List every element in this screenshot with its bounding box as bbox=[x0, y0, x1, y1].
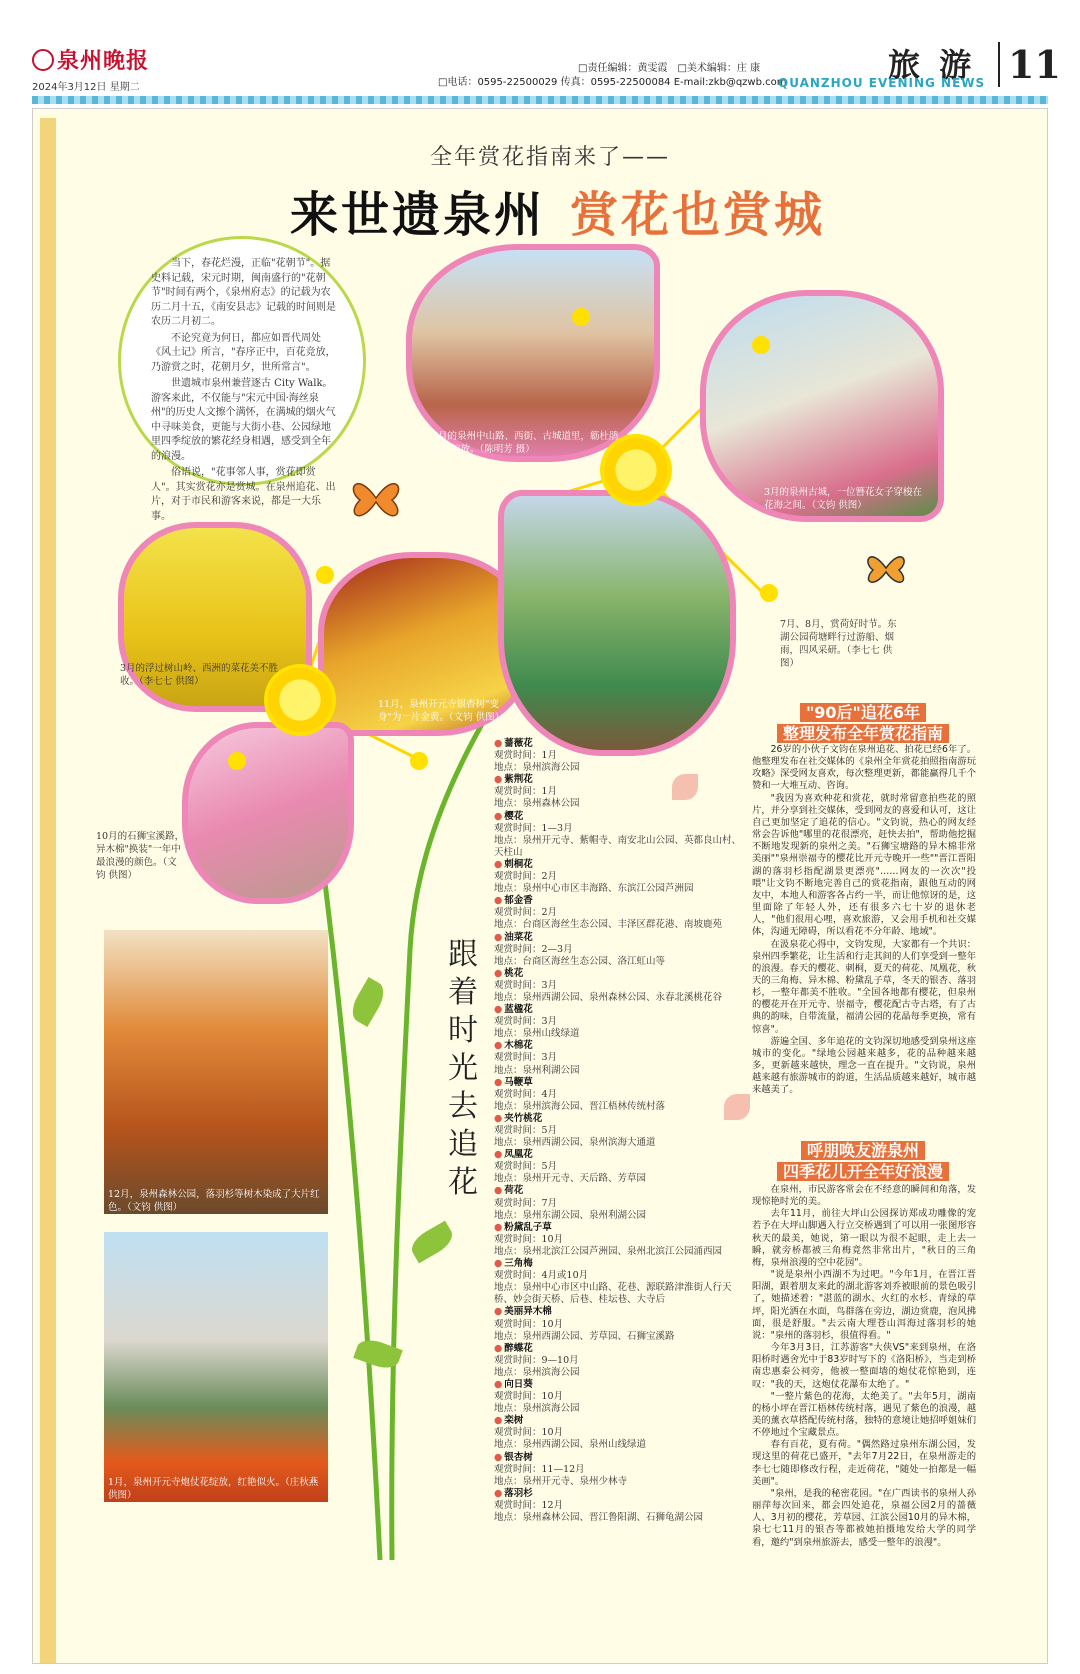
butterfly-icon bbox=[862, 546, 910, 590]
guide-location: 地点：泉州西湖公园、泉州滨海大通道 bbox=[494, 1137, 656, 1149]
article-paragraph: 在汲泉花心得中，文钧发现，大家都有一个共识：泉州四季繁花，让生活和行走其间的人们享受到一整年的浪漫。春天的樱花、刺桐，夏天的荷花、凤凰花，秋天的三角梅、异木棉、粉黛乱子草，冬天的银杏、落羽杉，一整年都美不胜收。"全国各地都有樱花，但泉州的樱花开在开元寺、崇福寺，樱花配古寺古塔，有了古典的韵味，自带流量，福清公园的花晶每季更换，常有惊喜"。 bbox=[752, 938, 976, 1035]
guide-flower-name: ● 马鞭草 bbox=[494, 1077, 744, 1089]
caption-lotus: 7月、8月，赏荷好时节。东湖公园荷塘畔行过游船、烟雨，四风采研。（李七七 供图） bbox=[780, 619, 897, 669]
headline-part1: 来世遗泉州 bbox=[290, 187, 546, 243]
photo-temple-flowers bbox=[104, 1232, 328, 1502]
guide-viewing-time: 观赏时间：5月 bbox=[494, 1161, 558, 1173]
article2-subhead bbox=[750, 1140, 976, 1182]
guide-viewing-time: 观赏时间：2月 bbox=[494, 871, 558, 883]
guide-viewing-time: 观赏时间：12月 bbox=[494, 1499, 564, 1511]
intro-paragraph: 世遗城市泉州兼营逐古 City Walk。游客来此，不仅能与"宋元中国·海丝泉州"的历史人文擦个满怀，在满城的烟火气中寻味美食，更能与大街小巷、公园绿地里四季绽放的繁花经身相遇，感受到全年的浪漫。 bbox=[151, 378, 336, 462]
caption-street: 3月的泉州中山路、西街、古城道里，簕杜鹃热烈绽放。（陈明芳 摄） bbox=[432, 431, 619, 455]
guide-viewing-time: 观赏时间：10月 bbox=[494, 1318, 564, 1330]
article1-subhead-line1: "90后"追花6年 bbox=[800, 703, 926, 722]
guide-location: 地点：泉州西湖公园、泉州山线绿道 bbox=[494, 1439, 647, 1451]
guide-viewing-time: 观赏时间：3月 bbox=[494, 979, 558, 991]
guide-location: 地点：泉州开元寺、紫帽寺、南安北山公园、英都良山村、天柱山 bbox=[494, 834, 742, 858]
guide-viewing-time: 观赏时间：2月 bbox=[494, 907, 558, 919]
article1-subhead bbox=[750, 702, 976, 744]
headline-part2: 赏花也赏城 bbox=[570, 187, 826, 243]
guide-flower-name: ● 桃花 bbox=[494, 968, 744, 980]
guide-viewing-time: 观赏时间：4月 bbox=[494, 1088, 558, 1100]
guide-location: 地点：泉州滨海公园 bbox=[494, 1403, 580, 1415]
guide-flower-name: ● 落羽杉 bbox=[494, 1488, 744, 1500]
guide-viewing-time: 观赏时间：5月 bbox=[494, 1125, 558, 1136]
section-name: 旅 游 bbox=[888, 46, 976, 84]
article-paragraph: "一整片紫色的花海，太绝美了。"去年5月，湖南的杨小坪在晋江梧林传统村落，遇见了紫色的浪漫，越美的薰衣草搭配传统村落，独特的意境让她招呼姐妹们不停地过个宝藏景点。 bbox=[752, 1390, 976, 1439]
article-paragraph: 在泉州，市民游客常会在不经意的瞬间和角落，发现惊艳时光的美。 bbox=[752, 1184, 976, 1208]
article-paragraph: 今年3月3日，江苏游客"大侠VS"来到泉州，在洛阳桥时遇舍光中于83岁时写下的《洛阳桥》，当走到桥南忠惠泰公祠旁，他被一整面墙的炮仗花惊艳到，连叹："我的天，这炮仗花瀑布太绝了。" bbox=[752, 1342, 976, 1390]
contact-line: □电话：0595-22500029 传真：0595-22500084 E-mail:zkb@qzwb.com bbox=[438, 77, 787, 88]
flower-head-decoration bbox=[604, 438, 668, 502]
caption-ginkgo: 11月，泉州开元寺银杏树"变身"为一片金黄。（文钧 供图） bbox=[378, 699, 505, 723]
caption-canola: 3月的浮过树山岭、西洲的菜花美不胜收。（李七七 供图） bbox=[120, 663, 279, 687]
guide-flower-name: ● 郁金香 bbox=[494, 895, 744, 907]
guide-location: 地点：泉州森林公园、晋江鲁阳湖、石狮龟湖公园 bbox=[494, 1512, 704, 1523]
guide-viewing-time: 观赏时间：10月 bbox=[494, 1427, 564, 1439]
caption-temple: 1月，泉州开元寺炮仗花绽放，红艳似火。（庄秋燕 供图） bbox=[108, 1477, 319, 1501]
kicker: 全年赏花指南来了—— bbox=[430, 145, 671, 170]
guide-flower-name: ● 油菜花 bbox=[494, 932, 744, 944]
flower-head-decoration bbox=[268, 668, 332, 732]
article2-body bbox=[752, 1184, 976, 1549]
guide-flower-name: ● 凤凰花 bbox=[494, 1149, 744, 1161]
article1-subhead-line2: 整理发布全年赏花指南 bbox=[777, 724, 949, 743]
guide-viewing-time: 观赏时间：3月 bbox=[494, 1016, 558, 1028]
caption-silk-floss: 10月的石狮宝溪路，异木棉"换装"一年中最浪漫的颜色。（文钧 供图） bbox=[96, 831, 185, 881]
flower-dot bbox=[760, 584, 778, 602]
guide-location: 地点：泉州中心市区丰海路、东滨江公园芦洲园 bbox=[494, 883, 694, 895]
guide-location: 地点：泉州滨海公园、晋江梧林传统村落 bbox=[494, 1100, 666, 1112]
guide-viewing-time: 观赏时间：2—3月 bbox=[494, 943, 573, 955]
guide-location: 地点：泉州开元寺、泉州少林寺 bbox=[494, 1475, 628, 1487]
issue-date: 2024年3月12日 星期二 bbox=[32, 82, 140, 93]
article-paragraph: 26岁的小伙子文钧在泉州追花、拍花已经6年了。他整理发布在社交媒体的《泉州全年赏花拍照指南游玩攻略》深受网友喜欢，每次整理更新，都能赢得几千个赞和一大堆互动、咨询。 bbox=[752, 744, 976, 792]
flower-dot bbox=[228, 752, 246, 770]
guide-flower-name: ● 栾树 bbox=[494, 1415, 744, 1427]
guide-location: 地点：泉州利湖公园 bbox=[494, 1064, 580, 1076]
guide-viewing-time: 观赏时间：1月 bbox=[494, 786, 558, 798]
flower-guide-list bbox=[494, 738, 744, 1524]
guide-location: 地点：泉州中心市区中山路、花巷、源联路津淮街人行天桥、妙会街天桥、后巷、桂坛巷、大寺后 bbox=[494, 1282, 732, 1306]
guide-viewing-time: 观赏时间：4月或10月 bbox=[494, 1270, 589, 1282]
article2-subhead-line2: 四季花儿开全年好浪漫 bbox=[777, 1162, 949, 1181]
flower-dot bbox=[410, 752, 428, 770]
paper-name: 泉州晚报 bbox=[57, 48, 150, 74]
guide-location: 地点：泉州森林公园 bbox=[494, 798, 580, 810]
guide-flower-name: ● 蔷薇花 bbox=[494, 738, 744, 750]
guide-viewing-time: 观赏时间：7月 bbox=[494, 1197, 558, 1209]
guide-viewing-time: 观赏时间：9—10月 bbox=[494, 1354, 579, 1366]
article-paragraph: 游遍全国、多年追花的文钧深切地感受到泉州这座城市的变化。"绿地公园越来越多，花的品种越来越多，更新越来越快，理念一直在提升。"文钧说，泉州越来越有旅游城市的韵道，生活品质越来越好，城市越来越美了。 bbox=[752, 1035, 976, 1096]
article-paragraph: "泉州，是我的秘密花园。"在广西读书的泉州人孙丽萍每次回来，都会四处追花，泉福公园2月的蔷薇人、3月初的樱花，芳草园、江滨公园10月的异木棉，泉七七11月的银杏等都被她拍摄地发给大学的同学看，邀约"到泉州旅游去，感受一整年的浪漫"。 bbox=[752, 1487, 976, 1548]
photo-silk-floss-tree bbox=[182, 722, 354, 904]
guide-flower-name: ● 夹竹桃花 bbox=[494, 1113, 744, 1125]
section-english: QUANZHOU EVENING NEWS bbox=[778, 76, 986, 90]
guide-viewing-time: 观赏时间：10月 bbox=[494, 1233, 564, 1245]
flower-dot bbox=[316, 566, 334, 584]
guide-flower-name: ● 粉黛乱子草 bbox=[494, 1222, 744, 1234]
guide-flower-name: ● 美丽异木棉 bbox=[494, 1306, 744, 1318]
flower-dot bbox=[572, 308, 590, 326]
guide-flower-name: ● 刺桐花 bbox=[494, 859, 744, 871]
editor-line: □责任编辑：黄雯霞 □美术编辑：庄 康 bbox=[578, 63, 761, 74]
article2-subhead-line1: 呼朋唤友游泉州 bbox=[801, 1141, 925, 1160]
guide-location: 地点：泉州北滨江公园芦洲园、泉州北滨江公园涌西园 bbox=[494, 1245, 723, 1257]
flower-dot bbox=[752, 336, 770, 354]
guide-location: 地点：泉州滨海公园 bbox=[494, 762, 580, 774]
article-paragraph: "说是泉州小西湖不为过吧。"今年1月，在晋江晋阳湖，跟着朋友来此的湖北游客刘乔被眼前的景色吸引了，她描述着："湛蓝的湖水、火红的水杉、青绿的草坪，阳光洒在水面，鸟群落在旁边，湖边赏鹿，泡风拂面，很是舒服。"去云南大理苍山洱海过落羽杉的她说："泉州的落羽杉，很值得看。" bbox=[752, 1269, 976, 1341]
caption-woman: 3月的泉州古城，一位簪花女子穿梭在花海之间。（文钧 供图） bbox=[764, 487, 923, 511]
guide-viewing-time: 观赏时间：10月 bbox=[494, 1391, 564, 1403]
guide-viewing-time: 观赏时间：3月 bbox=[494, 1052, 558, 1064]
article-paragraph: "我因为喜欢种花和赏花，就时常留意拍些花的照片，并分享到社交媒体，受到网友的喜爱和认可，这让自己更加坚定了追花的信心。"文钧说，热心的网友经常会告诉他"哪里的花很漂亮，赶快去拍"，帮助他挖掘不断地发现新的泉州之美。"石狮宝塘路的异木棉非常美丽""泉州崇福寺的樱花比开元寺晚开一些""晋江晋阳湖的落羽杉指配湖景更漂亮"……网友的一次次"投喂"让文钧不断地完善自己的赏花指南，跟他互动的网友中，本地人和游客各占约一半，而让他惊讶的是，这里面除了年轻人外，还有很多六七十岁的退休老人，"他们很用心哩，喜欢旅游，又会用手机和社交媒体，沟通无障碍，所以看花不分年龄、地域"。 bbox=[752, 792, 976, 938]
article-paragraph: 春有百花，夏有荷。"偶然路过泉州东湖公园，发现这里的荷花已盛开，"去年7月22日，在泉州游走的李七七随即修改行程，走近荷花，"随处一拍都是一幅美画"。 bbox=[752, 1439, 976, 1487]
guide-flower-name: ● 紫荆花 bbox=[494, 774, 744, 786]
photo-lotus-pond bbox=[498, 490, 736, 756]
article1-body bbox=[752, 744, 976, 1097]
guide-location: 地点：泉州西湖公园、泉州森林公园、永春北溪桃花谷 bbox=[494, 991, 723, 1003]
intro-paragraph: 不论究竟为何日，都应如晋代周处《风土记》所言，"春序正中，百花竞放，乃游赏之时，花朝月夕，世所常言"。 bbox=[151, 332, 336, 373]
guide-location: 地点：泉州滨海公园 bbox=[494, 1366, 580, 1378]
guide-location: 地点：泉州开元寺、天后路、芳草园 bbox=[494, 1173, 647, 1185]
guide-viewing-time: 观赏时间：1—3月 bbox=[494, 822, 573, 834]
caption-forest: 12月，泉州森林公园，落羽杉等树木染成了大片红色。（文钧 供图） bbox=[108, 1189, 320, 1213]
guide-flower-name: ● 樱花 bbox=[494, 811, 744, 823]
guide-flower-name: ● 醉蝶花 bbox=[494, 1343, 744, 1355]
butterfly-icon bbox=[346, 470, 406, 526]
vertical-title: 跟着时光去追花 bbox=[448, 937, 478, 1200]
guide-viewing-time: 观赏时间：1月 bbox=[494, 750, 558, 762]
guide-flower-name: ● 银杏树 bbox=[494, 1452, 744, 1464]
guide-flower-name: ● 向日葵 bbox=[494, 1379, 744, 1391]
intro-paragraph: 俗语说，"花事邻人事，赏花即赏人"。其实赏花亦是赏城。在泉州追花、出片，对于市民和游客来说，都是一大乐事。 bbox=[151, 467, 336, 522]
guide-flower-name: ● 荷花 bbox=[494, 1185, 744, 1197]
guide-flower-name: ● 三角梅 bbox=[494, 1258, 744, 1270]
guide-viewing-time: 观赏时间：11—12月 bbox=[494, 1463, 585, 1475]
guide-location: 地点：泉州山线绿道 bbox=[494, 1028, 580, 1040]
guide-flower-name: ● 蓝楹花 bbox=[494, 1004, 744, 1016]
photo-bald-cypress-forest bbox=[104, 930, 328, 1214]
intro-paragraph: 当下，春花烂漫，正临"花朝节"。据史料记载，宋元时期，闽南盛行的"花朝节"时间有两个，《泉州府志》的记载为农历二月十五，《南安县志》记载的时间则是农历二月初二。 bbox=[151, 258, 336, 327]
guide-flower-name: ● 木棉花 bbox=[494, 1040, 744, 1052]
guide-location: 地点：泉州西湖公园、芳草园、石狮宝溪路 bbox=[494, 1330, 675, 1342]
article-paragraph: 去年11月，前往大坪山公园探访郑成功雕像的宠若予在大坪山脚遇入行立交桥遇到了可以用一张图形容秋天的最美，她说，第一眼以为很不起眼，走上去一瞬，就旁桥都被三角梅竟然非常出片，"秋日的三角梅，泉州浪漫的空中花园"。 bbox=[752, 1208, 976, 1268]
guide-location: 地点：台商区海丝生态公园、丰泽区群花港、南坡鹿苑 bbox=[494, 919, 723, 931]
page-number: 11 bbox=[998, 42, 1061, 87]
guide-location: 地点：台商区海丝生态公园、洛江虹山等 bbox=[494, 955, 666, 967]
guide-location: 地点：泉州东湖公园、泉州利湖公园 bbox=[494, 1209, 647, 1221]
